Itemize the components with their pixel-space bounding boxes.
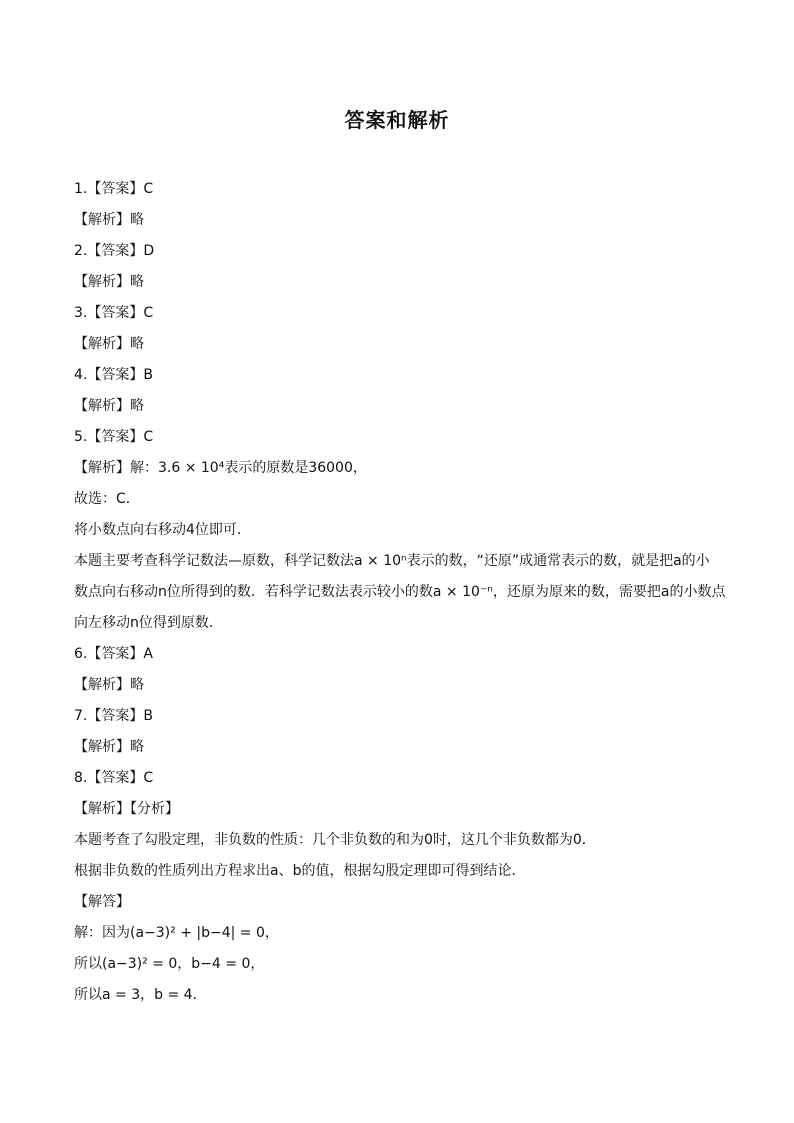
analysis-line-6: 【解析】略 bbox=[74, 677, 144, 693]
answer-line-5: 5.【答案】C bbox=[74, 429, 154, 445]
answer-content bbox=[74, 174, 724, 1011]
explanation-line-5b: 数点向右移动n位所得到的数．若科学记数法表示较小的数a × 10⁻ⁿ，还原为原来的数，需要把a的小数点 bbox=[74, 584, 726, 600]
analysis-line-2: 【解析】略 bbox=[74, 274, 144, 290]
solution-line-8b: 所以(a−3)² = 0，b−4 = 0， bbox=[74, 956, 265, 972]
analysis-line-1: 【解析】略 bbox=[74, 212, 144, 228]
analysis-line-4: 【解析】略 bbox=[74, 398, 144, 414]
solution-line-8a: 解：因为(a−3)² + |b−4| = 0， bbox=[74, 925, 279, 941]
answer-line-8: 8.【答案】C bbox=[74, 770, 154, 786]
explanation-line-5a: 本题主要考查科学记数法—原数，科学记数法a × 10ⁿ表示的数，“还原”成通常表示的数，就是把a的小 bbox=[74, 553, 710, 569]
explanation-line-8b: 根据非负数的性质列出方程求出a、b的值，根据勾股定理即可得到结论． bbox=[74, 863, 526, 879]
analysis-line-5: 【解析】解：3.6 × 10⁴表示的原数是36000， bbox=[74, 460, 367, 476]
solution-line-8c: 所以a = 3，b = 4. bbox=[74, 987, 197, 1003]
page-title: 答案和解析 bbox=[344, 108, 450, 132]
answer-line-2: 2.【答案】D bbox=[74, 243, 155, 259]
answer-line-3: 3.【答案】C bbox=[74, 305, 154, 321]
explanation-line-5c: 向左移动n位得到原数． bbox=[74, 615, 223, 631]
solution-heading-8: 【解答】 bbox=[74, 894, 130, 910]
answer-line-7: 7.【答案】B bbox=[74, 708, 153, 724]
answer-line-6: 6.【答案】A bbox=[74, 646, 153, 662]
answer-line-1: 1.【答案】C bbox=[74, 181, 154, 197]
explanation-line-8a: 本题考查了勾股定理，非负数的性质：几个非负数的和为0时，这几个非负数都为0． bbox=[74, 832, 596, 848]
analysis-line-8: 【解析】【分析】 bbox=[74, 801, 179, 817]
method-line-5: 将小数点向右移动4位即可． bbox=[74, 522, 251, 538]
analysis-line-3: 【解析】略 bbox=[74, 336, 144, 352]
analysis-line-7: 【解析】略 bbox=[74, 739, 144, 755]
answer-line-4: 4.【答案】B bbox=[74, 367, 153, 383]
choice-line-5: 故选：C． bbox=[74, 491, 140, 507]
